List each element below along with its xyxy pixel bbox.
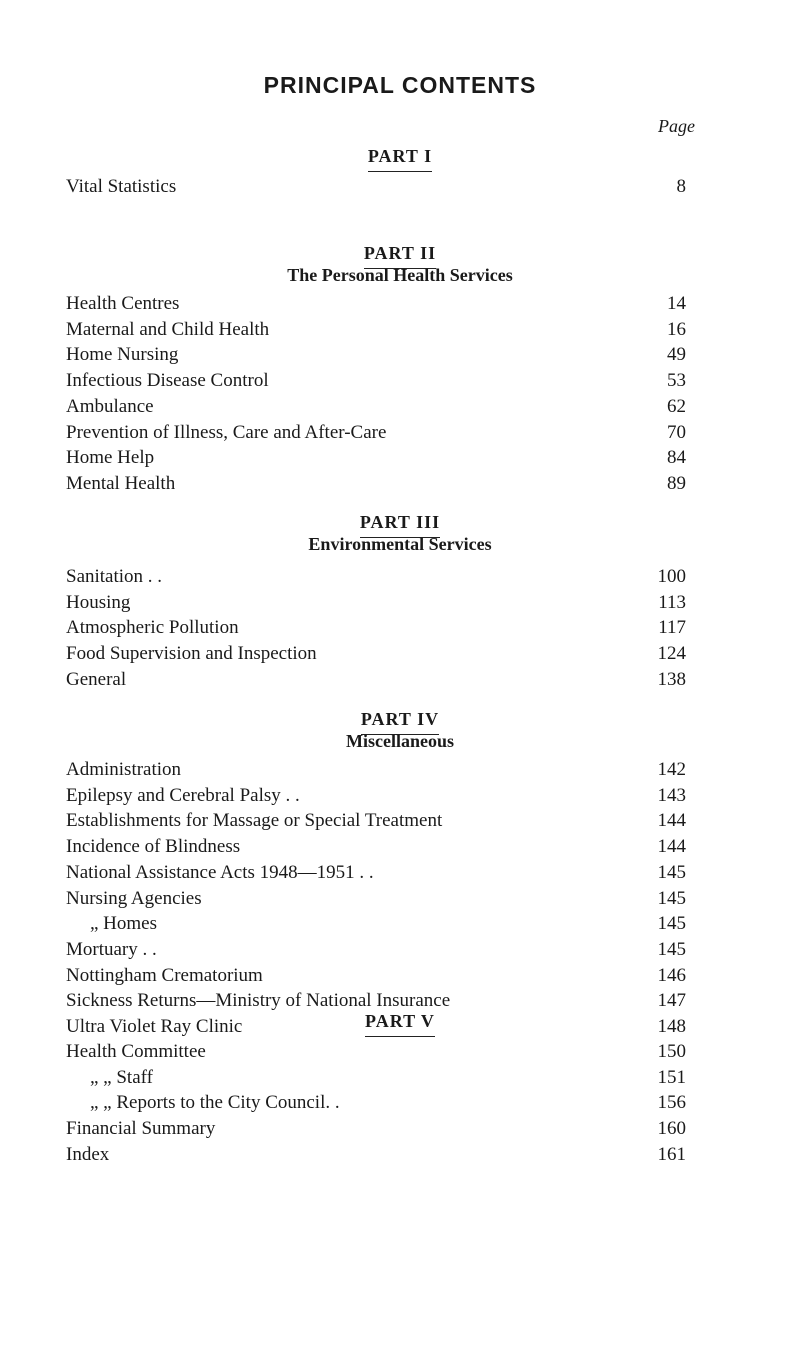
part-heading [0,146,800,172]
toc-entry-title: Ambulance [66,395,154,417]
toc-entry [66,342,686,368]
toc-entry [66,590,686,616]
toc-entry-title: Health Centres [66,293,180,314]
toc-entry [66,291,686,317]
toc-entry-page: 89 [667,472,686,494]
toc-entry-title: Atmospheric Pollution [66,617,239,639]
toc-entry-title: Sanitation . . [66,566,163,587]
toc-entry-page: 113 [658,591,686,613]
toc-entry-page: 117 [658,617,686,639]
toc-entry-title: „ Homes [90,913,158,935]
toc-entry-page: 100 [657,566,686,587]
toc-entry-page: 145 [657,913,686,935]
toc-entry-page: 62 [667,395,686,417]
part-heading-label: PART III [360,512,440,538]
toc-entry-title: „ „ Staff [90,1066,153,1088]
toc-entry-page: 151 [657,1066,686,1088]
toc-entry-title: Housing [66,591,131,613]
toc-entry-page: 142 [657,759,686,780]
toc-entry-page: 145 [657,887,686,909]
toc-entry-page: 160 [657,1118,686,1140]
toc-entry-page: 70 [667,421,686,443]
toc-entry-page: 148 [657,1016,686,1037]
part-subheading: Environmental Services [308,534,492,554]
toc-entry-page: 150 [657,1041,686,1062]
toc-entry [66,1116,686,1142]
toc-entry [66,860,686,886]
toc-entry-title: Establishments for Massage or Special Treatment [66,810,443,832]
toc-entry [66,394,686,420]
toc-entry [66,1142,686,1168]
toc-entry-title: Sickness Returns—Ministry of National Insurance [66,990,451,1012]
toc-entry-title: Mental Health [66,472,176,494]
toc-entry [66,911,686,937]
toc-entry-title: Epilepsy and Cerebral Palsy . . [66,784,300,806]
toc-entry-page: 161 [657,1143,686,1165]
part-subheading: The Personal Health Services [287,265,513,285]
toc-entry-page: 145 [657,861,686,883]
toc-entry-title: Nottingham Crematorium [66,964,263,986]
toc-entry-title: Index [66,1143,110,1165]
toc-entry-page: 145 [657,938,686,960]
toc-entry [66,615,686,641]
toc-entry-title: Infectious Disease Control [66,370,269,392]
toc-entry [66,174,686,200]
toc-entry [66,757,686,783]
toc-entry [66,445,686,471]
page-title: PRINCIPAL CONTENTS [263,72,537,98]
toc-entry-title: Home Help [66,447,155,469]
part-heading-label: PART II [364,243,436,269]
toc-entry [66,564,686,590]
toc-entry [66,886,686,912]
toc-entry-title: Vital Statistics [66,176,177,197]
toc-entry-page: 49 [667,344,686,366]
toc-entry-title: Prevention of Illness, Care and After-Care [66,421,387,443]
toc-entry-title: Administration [66,759,182,780]
toc-entry-page: 84 [667,447,686,469]
toc-entry [66,420,686,446]
toc-entry-title: Ultra Violet Ray Clinic [66,1016,243,1037]
toc-entry-page: 146 [657,964,686,986]
toc-entry-title: General [66,668,127,690]
toc-entry-page: 8 [676,176,686,197]
toc-entry-title: Nursing Agencies [66,887,202,909]
toc-entry [66,834,686,860]
toc-entry-title: Home Nursing [66,344,179,366]
toc-entry-page: 14 [667,293,686,314]
toc-entry-title: „ „ Reports to the City Council. . [90,1092,340,1114]
toc-entry-page: 147 [657,990,686,1012]
toc-entry-page: 16 [667,318,686,340]
toc-entry [66,317,686,343]
toc-entry [66,1090,686,1116]
toc-entry [66,1065,686,1091]
toc-entry-page: 53 [667,370,686,392]
toc-entry-page: 138 [657,668,686,690]
toc-entry [66,471,686,497]
toc-entry-title: Maternal and Child Health [66,318,270,340]
part-heading [0,1011,800,1037]
toc-entry [66,937,686,963]
toc-entry [66,641,686,667]
toc-entry-title: Mortuary . . [66,938,157,960]
toc-entry-title: National Assistance Acts 1948—1951 . . [66,861,374,883]
toc-entry [66,808,686,834]
toc-entry [66,368,686,394]
toc-entry [66,667,686,693]
toc-entry [66,783,686,809]
part-heading-label: PART IV [361,709,439,735]
toc-entry [66,963,686,989]
toc-entry-page: 143 [657,784,686,806]
part-heading-label: PART I [368,146,432,172]
part-heading-label: PART V [365,1011,435,1037]
toc-entry-page: 144 [657,810,686,832]
part-subheading: Miscellaneous [346,731,454,751]
toc-entry-title: Financial Summary [66,1118,216,1140]
page-column-label: Page [658,116,695,136]
toc-entry [66,1039,686,1065]
toc-entry-title: Health Committee [66,1041,206,1062]
toc-entry-title: Incidence of Blindness [66,836,241,858]
toc-entry-page: 156 [657,1092,686,1114]
toc-entry-page: 144 [657,836,686,858]
toc-entry-title: Food Supervision and Inspection [66,643,317,665]
toc-entry-page: 124 [657,643,686,665]
